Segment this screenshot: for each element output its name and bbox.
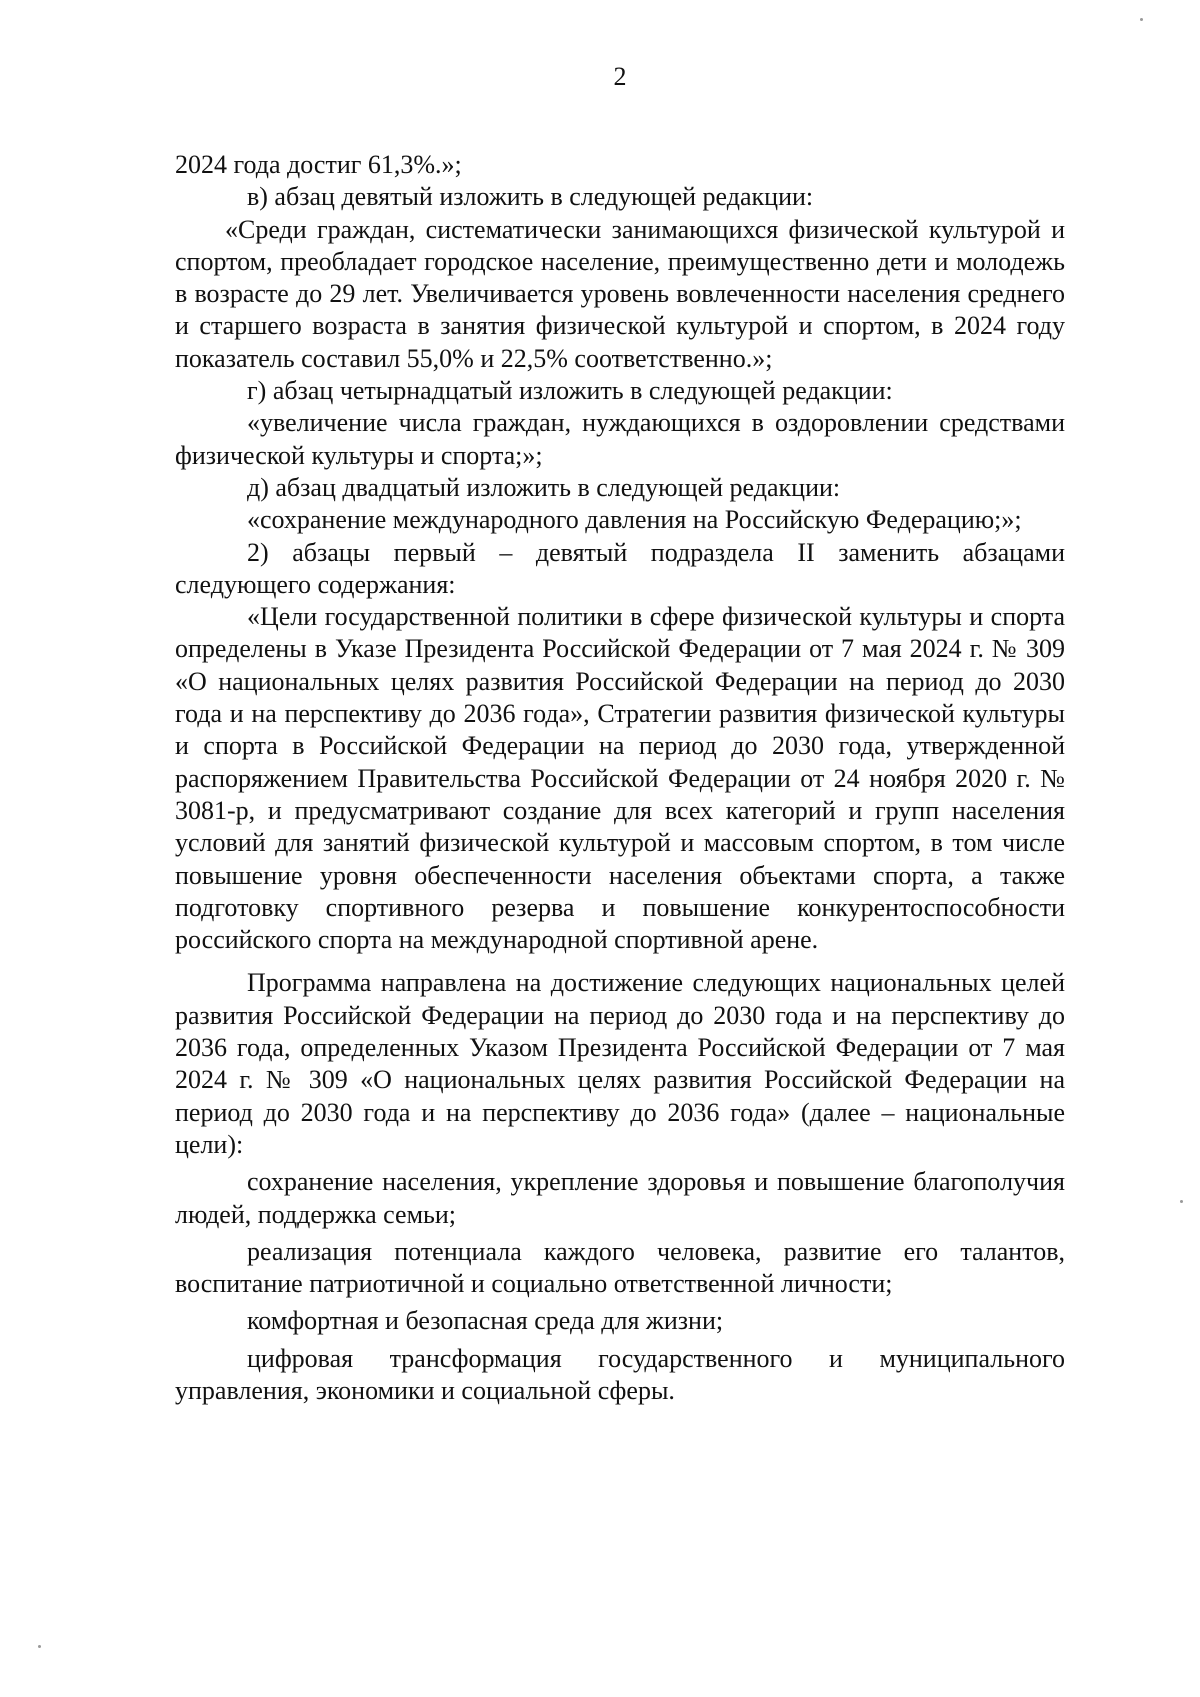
scan-speck <box>1140 18 1143 21</box>
paragraph: «Среди граждан, систематически занимающихся физической культурой и спортом, преобладает городское население, преимущественно дети и молодежь в возрасте до 29 лет. Увеличивается уровень вовлеченности населения среднего и старшего возраста в занятия физической культурой и спортом, в 2024 году показатель составил 55,0% и 22,5% соответственно.»; <box>175 214 1065 373</box>
paragraph: «Цели государственной политики в сфере физической культуры и спорта определены в Указе Президента Российской Федерации от 7 мая 2024 г. № 309 «О национальных целях развития Российской Федерации на период до 2030 года и на перспективу до 2036 года», Стратегии развития физической культуры и спорта в Российской Федерации на период до 2030 года, утвержденной распоряжением Правительства Российской Федерации от 24 ноября 2020 г. № 3081-р, и предусматривают создание для всех категорий и групп населения условий для занятий физической культурой и массовым спортом, в том числе повышение уровня обеспеченности населения объектами спорта, а также подготовку спортивного резерва и повышение конкурентоспособности российского спорта на международной спортивной арене. <box>175 602 1065 955</box>
paragraph: Программа направлена на достижение следующих национальных целей развития Российской Федерации на период до 2030 года и на перспективу до 2036 года, определенных Указом Президента Российской Федерации от 7 мая 2024 г. № 309 «О национальных целях развития Российской Федерации на период до 2030 года и на перспективу до 2036 года» (далее – национальные цели): <box>175 968 1065 1159</box>
paragraph: г) абзац четырнадцатый изложить в следующей редакции: <box>247 376 893 406</box>
paragraph: цифровая трансформация государственного и муниципального управления, экономики и социальной сферы. <box>175 1343 1065 1405</box>
paragraph: «сохранение международного давления на Российскую Федерацию;»; <box>247 505 1022 535</box>
page-number: 2 <box>613 62 627 91</box>
paragraph: 2) абзацы первый – девятый подраздела II заменить абзацами следующего содержания: <box>175 537 1065 599</box>
document-body <box>175 149 1065 1407</box>
paragraph: 2024 года достиг 61,3%.»; <box>175 150 462 179</box>
scan-speck <box>38 1645 41 1648</box>
paragraph: сохранение населения, укрепление здоровья и повышение благополучия людей, поддержка семьи; <box>175 1167 1065 1229</box>
scan-speck <box>1180 1200 1183 1203</box>
paragraph: в) абзац девятый изложить в следующей редакции: <box>247 182 814 212</box>
paragraph: «увеличение числа граждан, нуждающихся в оздоровлении средствами физической культуры и спорта;»; <box>175 408 1065 470</box>
paragraph: д) абзац двадцатый изложить в следующей редакции: <box>247 472 841 502</box>
paragraph: комфортная и безопасная среда для жизни; <box>247 1306 724 1336</box>
paragraph: реализация потенциала каждого человека, развитие его талантов, воспитание патриотичной и социально ответственной личности; <box>175 1236 1065 1299</box>
